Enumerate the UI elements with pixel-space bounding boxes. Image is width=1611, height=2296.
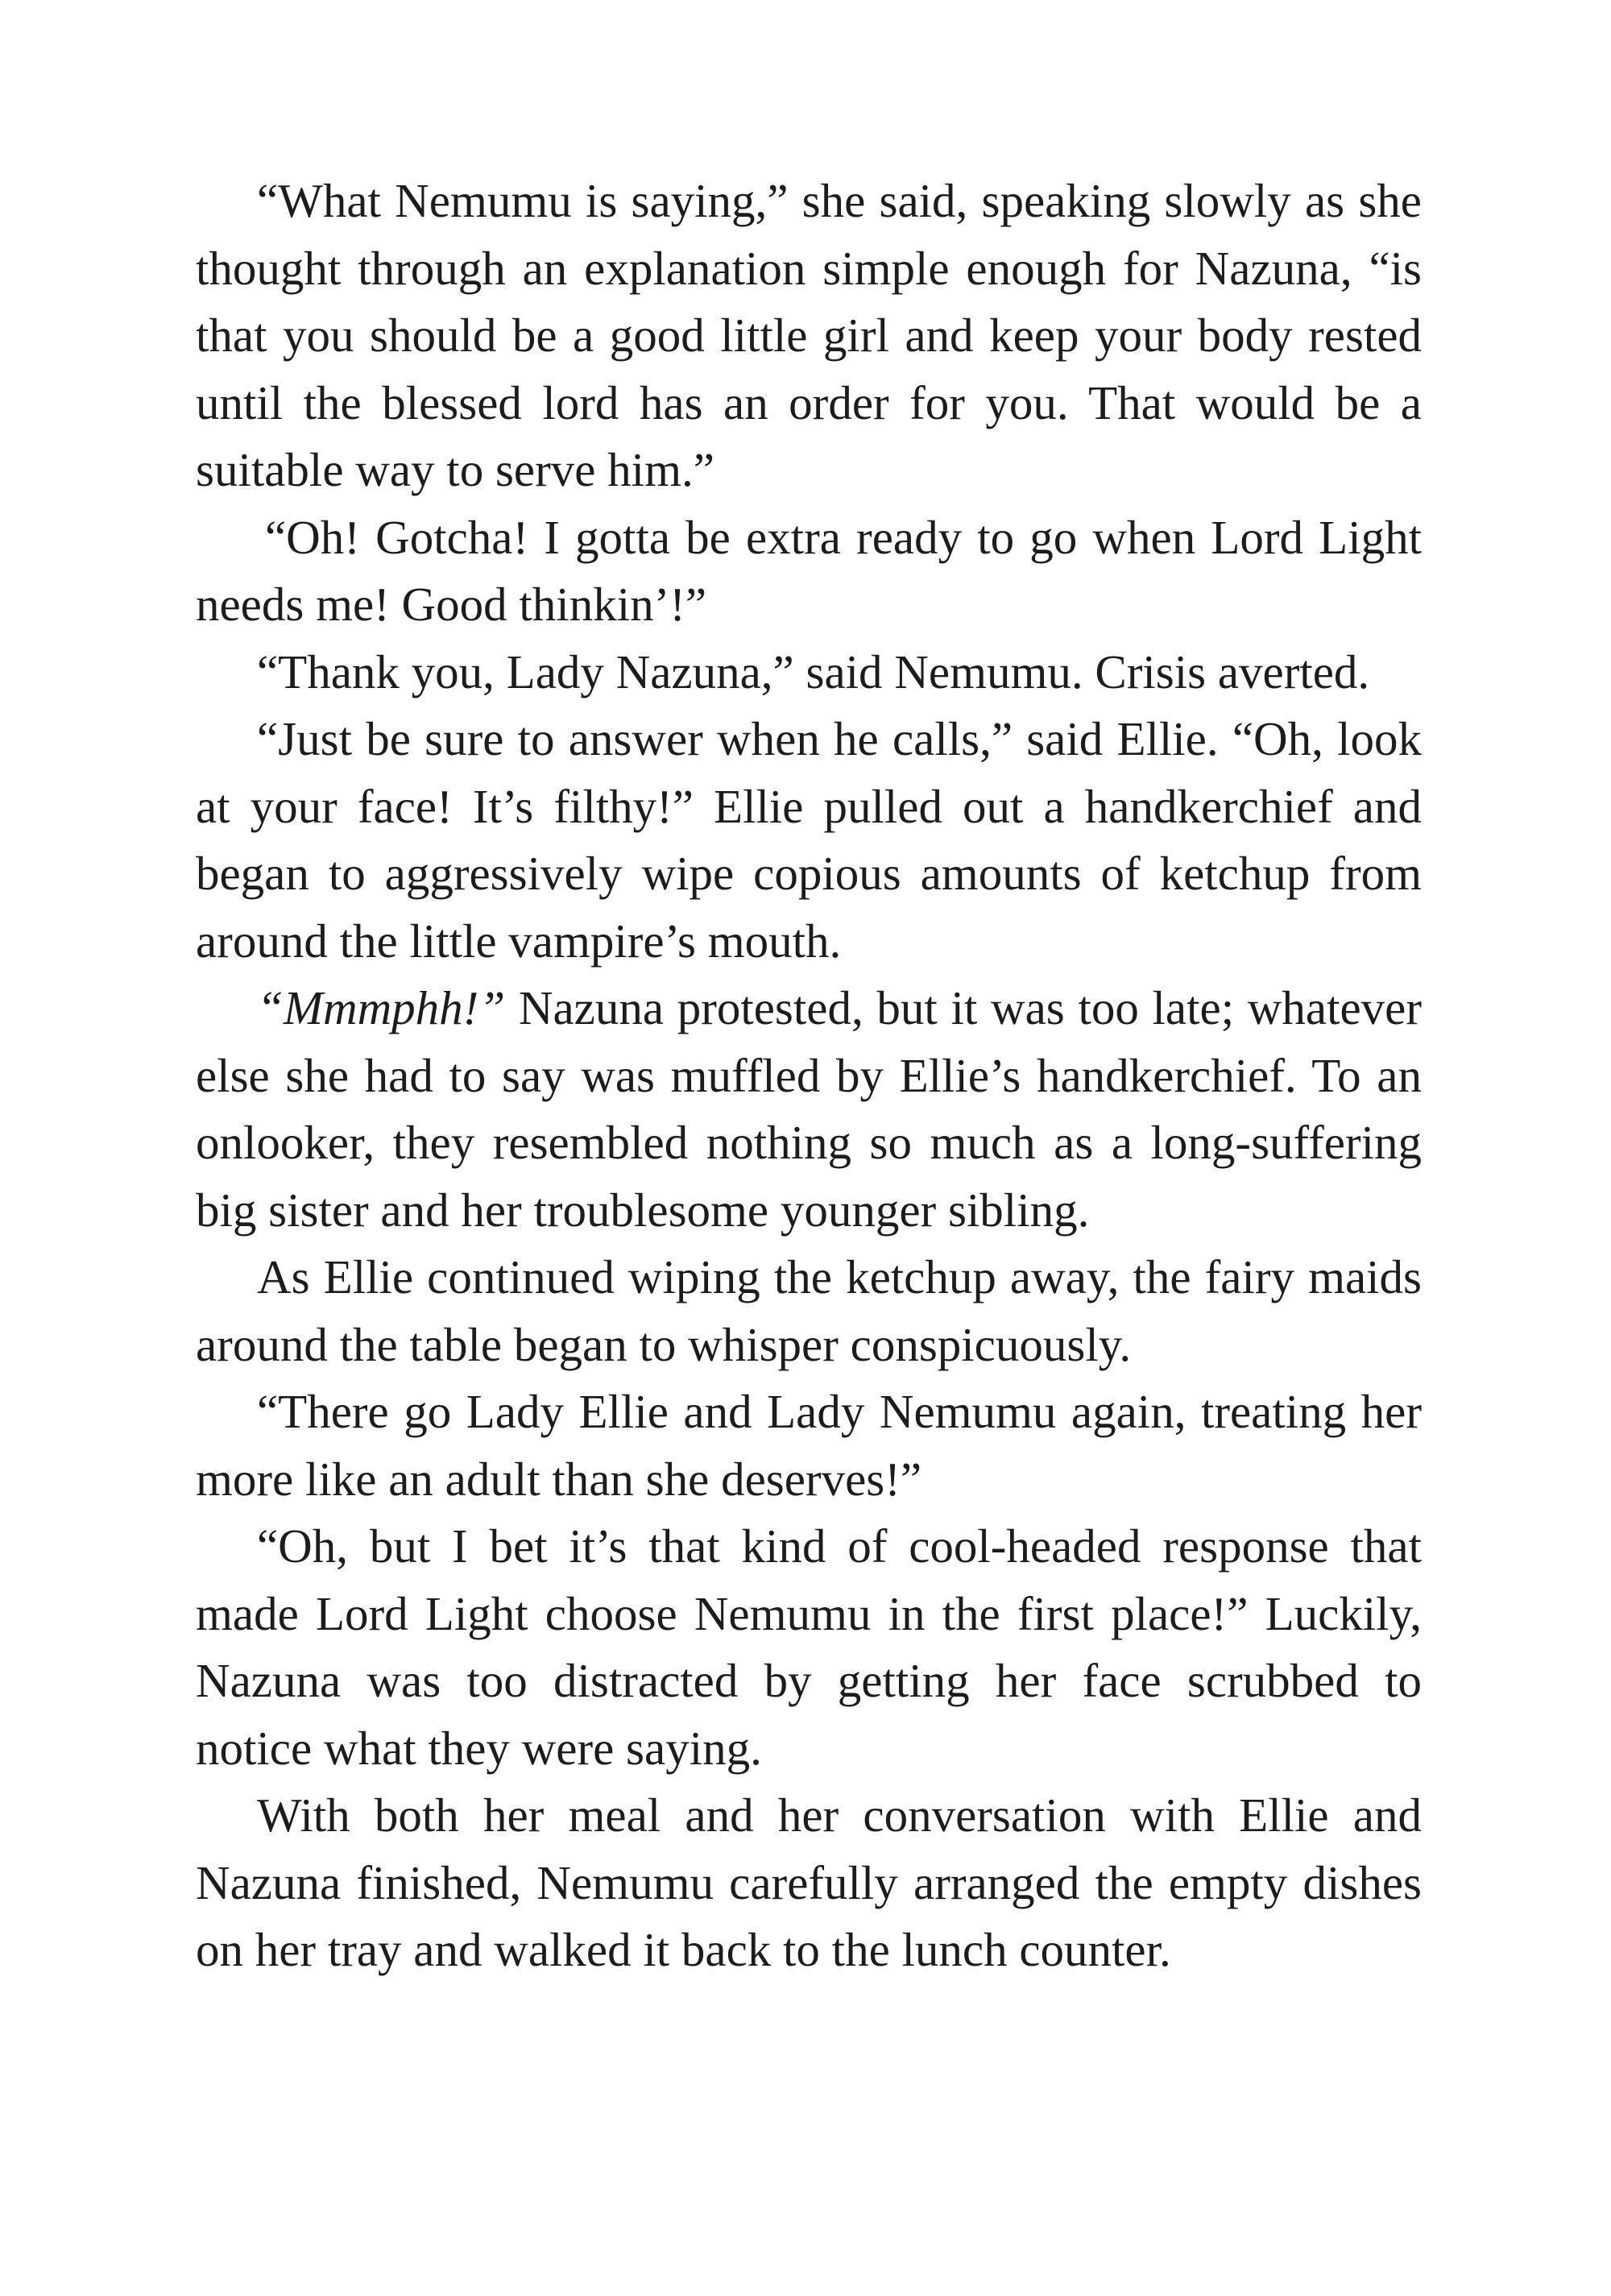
paragraph-6: As Ellie continued wiping the ketchup away, the fairy maids around the table began to whisper conspicuously. [196,1250,1422,1371]
paragraph-5-italic-exclamation: “Mmmphh!” [257,981,506,1034]
paragraph-1: “What Nemumu is saying,” she said, speaking slowly as she thought through an explanation simple enough for Nazuna, “is that you should be a good little girl and keep your body rested until the blessed lord has an order for you. That would be a suitable way to serve him.” [196,174,1422,496]
paragraph-5 [196,975,1422,1244]
paragraph-9: With both her meal and her conversation with Ellie and Nazuna finished, Nemumu carefully arranged the empty dishes on her tray and walked it back to the lunch counter. [196,1788,1422,1976]
paragraph-7: “There go Lady Ellie and Lady Nemumu again, treating her more like an adult than she deserves!” [196,1385,1422,1506]
page-body [196,168,1422,1984]
paragraph-4: “Just be sure to answer when he calls,” said Ellie. “Oh, look at your face! It’s filthy!” Ellie pulled out a handkerchief and began to aggressively wipe copious amounts of ketchup from around the little vampire’s mouth. [196,712,1422,968]
paragraph-5-text: Nazuna protested, but it was too late; whatever else she had to say was muffled by Ellie’s handkerchief. To an onlooker, they resembled nothing so much as a long-suffering big sister and her troublesome younger sibling. [196,981,1422,1237]
paragraph-8: “Oh, but I bet it’s that kind of cool-headed response that made Lord Light choose Nemumu in the first place!” Luckily, Nazuna was too distracted by getting her face scrubbed to notice what they were saying. [196,1519,1422,1775]
paragraph-3: “Thank you, Lady Nazuna,” said Nemumu. Crisis averted. [257,644,1370,698]
paragraph-2: “Oh! Gotcha! I gotta be extra ready to go when Lord Light needs me! Good thinkin’!” [196,510,1422,631]
